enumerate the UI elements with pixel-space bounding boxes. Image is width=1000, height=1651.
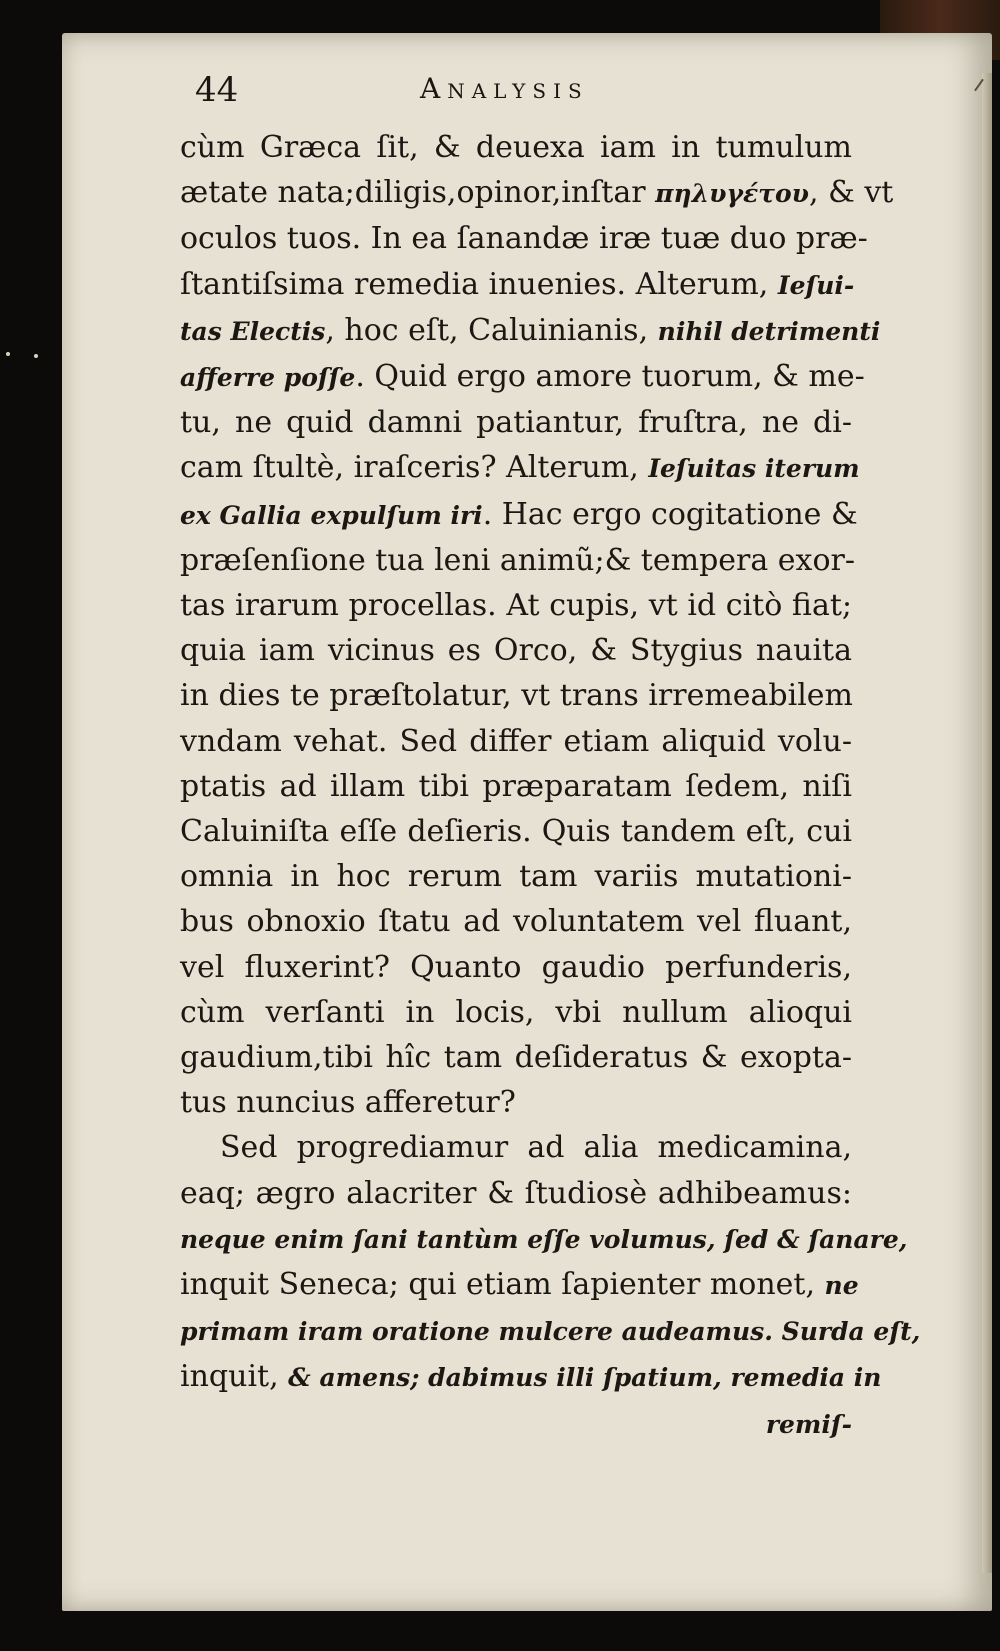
text-run: vndam vehat. Sed differ etiam aliquid volu- — [180, 723, 852, 759]
text-line — [180, 400, 852, 445]
italic-run: & amens; dabimus illi ſpatium, remedia in — [288, 1363, 882, 1393]
italic-run: nihil detrimenti — [657, 316, 881, 346]
text-line — [180, 1171, 852, 1216]
text-line — [180, 262, 855, 308]
text-run: Sed progrediamur ad alia medicamina, — [220, 1130, 852, 1166]
text-line — [180, 1354, 882, 1400]
text-line — [180, 1308, 921, 1354]
text-line — [180, 354, 865, 400]
italic-run: primam iram oratione mulcere audeamus. Surda eſt, — [180, 1317, 921, 1347]
text-line — [180, 1080, 852, 1125]
text-run: præſenſione tua leni animũ;& tempera exor- — [180, 542, 855, 578]
italic-run: Ieſui- — [777, 270, 855, 300]
text-run: cùm verſanti in locis, vbi nullum alioqui — [180, 994, 852, 1030]
text-run: Caluiniſta eſſe deſieris. Quis tandem eſt, cui — [180, 814, 852, 850]
text-line — [180, 854, 852, 899]
text-line — [180, 809, 852, 854]
text-run: gaudium,tibi hîc tam deſideratus & exopta- — [180, 1040, 852, 1076]
text-line — [180, 445, 860, 491]
text-run: oculos tuos. In ea ſanandæ iræ tuæ duo præ- — [180, 221, 868, 257]
italic-run: afferre poſſe — [180, 363, 356, 393]
running-head: Analysis — [420, 72, 589, 105]
text-line — [180, 1401, 852, 1447]
italic-run: ex Gallia expulſum iri — [180, 500, 483, 530]
text-run: cùm Græca ſit, & deuexa iam in tumulum — [180, 130, 852, 165]
text-line — [180, 308, 881, 354]
text-line — [180, 492, 858, 538]
text-run: quia iam vicinus es Orco, & Stygius nauita — [180, 633, 852, 669]
text-run: eaq; ægro alacriter & ſtudiosè adhibeamus: — [180, 1175, 852, 1211]
text-line — [180, 170, 894, 216]
italic-run: Ieſuitas iterum — [648, 454, 860, 484]
text-run: . Hac ergo cogitatione & — [482, 496, 858, 532]
page-edge — [982, 73, 992, 1573]
body-text — [180, 125, 921, 1447]
text-run: inquit, — [180, 1359, 289, 1395]
scan-specks — [6, 352, 46, 362]
text-run: , hoc eſt, Caluinianis, — [325, 312, 658, 348]
text-run: tu, ne quid damni patiantur, fruſtra, ne di- — [180, 405, 852, 441]
text-line — [180, 899, 852, 944]
text-line — [180, 990, 852, 1035]
text-run: omnia in hoc rerum tam variis mutationi- — [180, 859, 852, 895]
text-run: cam ſtultè, iraſceris? Alterum, — [180, 450, 649, 486]
text-line — [180, 1216, 908, 1262]
text-run: ſtantiſsima remedia inuenies. Alterum, — [180, 266, 778, 302]
text-run: in dies te præſtolatur, vt trans irremeabilem — [180, 678, 854, 714]
text-line — [180, 719, 852, 764]
text-run: tas irarum procellas. At cupis, vt id citò fiat; — [180, 588, 852, 624]
text-run: . Quid ergo amore tuorum, & me- — [355, 359, 865, 395]
italic-run: remiſ- — [765, 1409, 852, 1439]
text-line — [180, 945, 852, 990]
text-line — [180, 583, 852, 628]
italic-run: tas Electis — [180, 316, 326, 346]
italic-run: ne — [824, 1271, 859, 1301]
text-line — [180, 628, 852, 673]
text-line — [180, 1035, 852, 1080]
text-run: tus nuncius afferetur? — [180, 1085, 516, 1121]
page-number: 44 — [195, 70, 239, 110]
text-line — [180, 538, 855, 583]
text-line — [180, 125, 852, 170]
text-run: , & vt — [809, 175, 894, 211]
italic-run: πηλυγέτου — [655, 179, 810, 209]
text-run: inquit Seneca; qui etiam ſapienter monet, — [180, 1267, 825, 1303]
text-line — [180, 1262, 859, 1308]
text-line — [180, 216, 868, 261]
page-header — [195, 70, 715, 120]
text-run: ptatis ad illam tibi præparatam ſedem, niſi — [180, 768, 852, 804]
text-run: bus obnoxio ſtatu ad voluntatem vel fluant, — [180, 904, 852, 940]
text-run: ætate nata;diligis,opinor,inſtar — [180, 175, 656, 211]
text-line — [180, 764, 852, 809]
text-line — [180, 673, 852, 718]
text-line — [180, 1125, 852, 1170]
text-run: vel fluxerint? Quanto gaudio perfunderis, — [180, 949, 852, 985]
italic-run: neque enim ſani tantùm eſſe volumus, ſed & ſanare, — [180, 1224, 908, 1254]
